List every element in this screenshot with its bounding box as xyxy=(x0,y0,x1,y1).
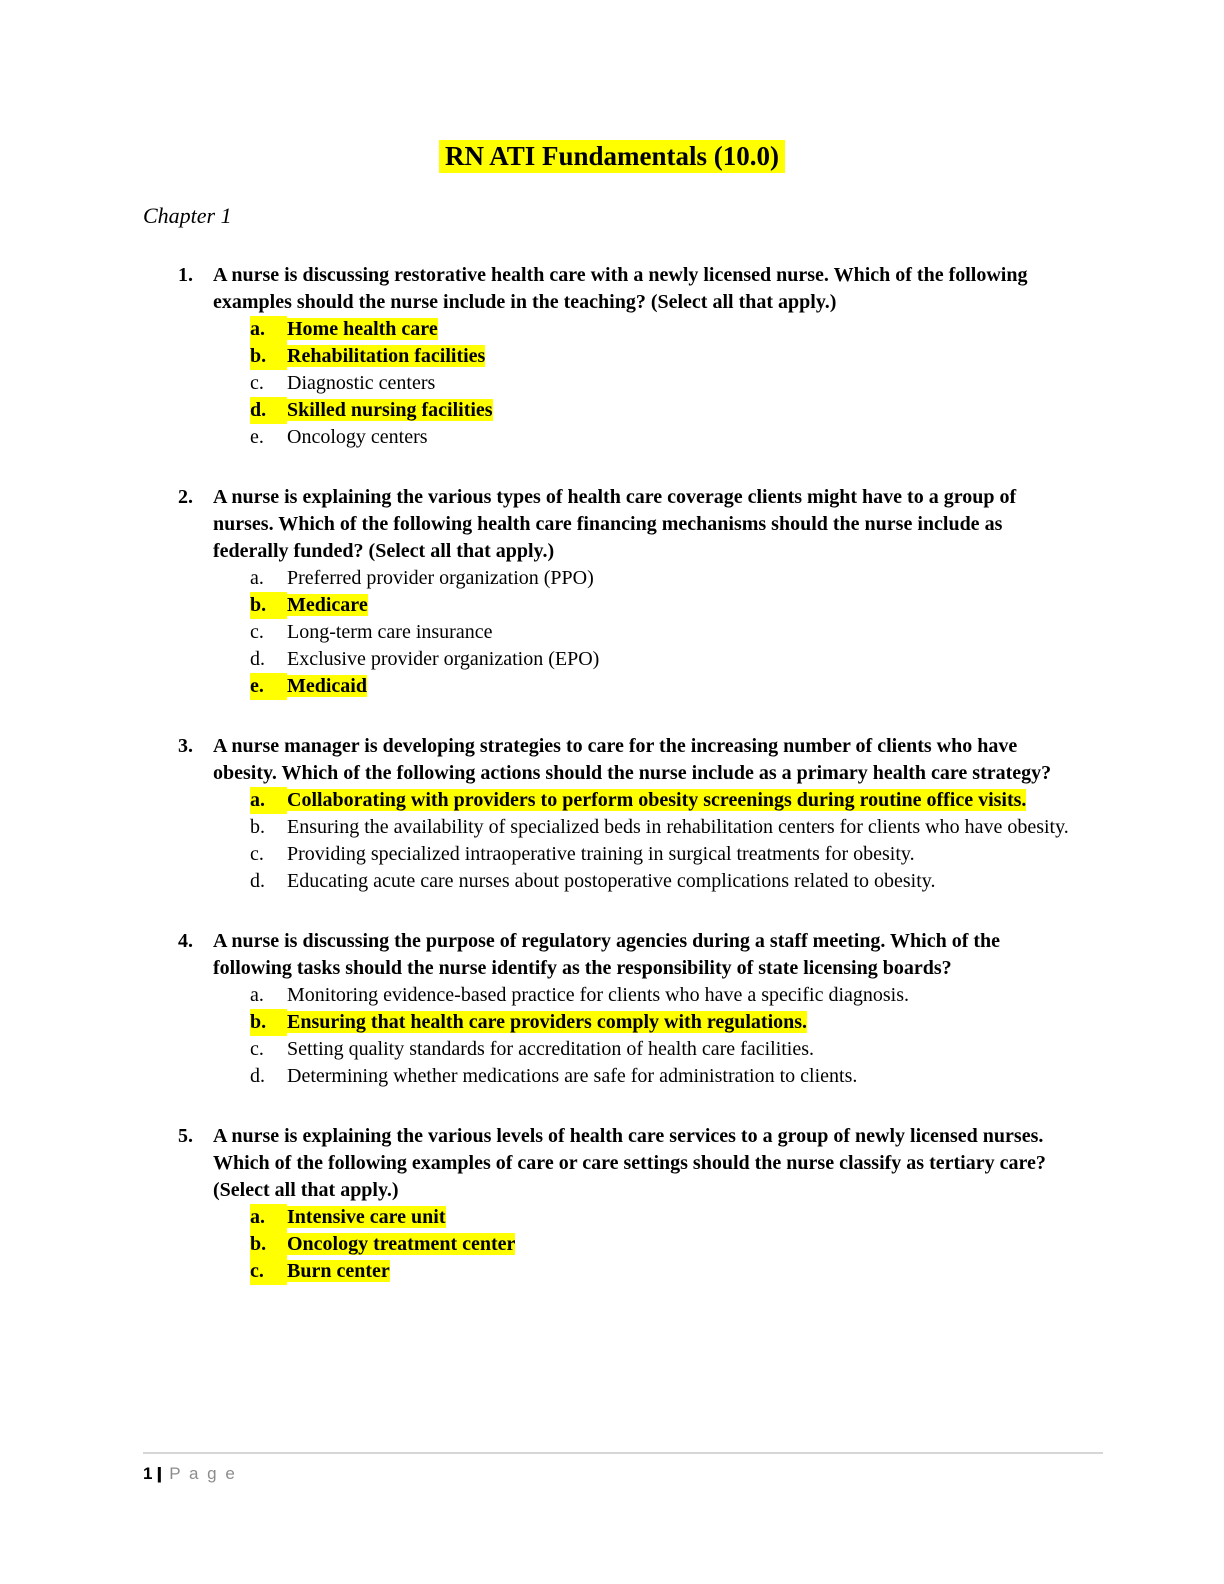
option-text-wrap xyxy=(287,1063,857,1090)
option-text-wrap xyxy=(287,619,492,646)
option-text: Ensuring the availability of specialized beds in rehabilitation centers for clients who have obesity. xyxy=(287,816,1069,838)
answer-option xyxy=(250,841,1224,868)
answer-option xyxy=(250,424,1224,451)
question xyxy=(0,928,1224,1090)
answer-option xyxy=(250,814,1224,841)
option-text-wrap xyxy=(287,841,915,868)
question-stem: A nurse is discussing restorative health care with a newly licensed nurse. Which of the following examples should the nurse include in the teaching? (Select all that apply.) xyxy=(213,264,1028,313)
option-letter: b. xyxy=(250,1009,287,1036)
option-text-wrap xyxy=(287,1258,390,1285)
option-text-wrap xyxy=(287,1204,446,1231)
option-text-wrap xyxy=(287,316,438,343)
title-block xyxy=(0,0,1224,173)
question-number: 2. xyxy=(178,486,193,508)
option-text: Providing specialized intraoperative training in surgical treatments for obesity. xyxy=(287,843,915,865)
options-list xyxy=(0,565,1224,700)
option-text: Rehabilitation facilities xyxy=(287,345,486,367)
option-text: Burn center xyxy=(287,1260,390,1282)
option-letter: d. xyxy=(250,648,265,670)
option-letter: a. xyxy=(250,984,264,1006)
option-text-wrap xyxy=(287,565,594,592)
footer-separator: | xyxy=(156,1464,164,1483)
answer-option xyxy=(250,868,1224,895)
footer-page-number: 1 xyxy=(143,1464,153,1483)
option-text: Preferred provider organization (PPO) xyxy=(287,567,594,589)
option-text: Long-term care insurance xyxy=(287,621,493,643)
question xyxy=(0,1123,1224,1285)
option-text-wrap xyxy=(287,592,368,619)
option-text-wrap xyxy=(287,787,1026,814)
questions xyxy=(0,262,1224,1285)
option-text-wrap xyxy=(287,1036,814,1063)
option-text: Medicare xyxy=(287,594,368,616)
answer-option xyxy=(250,1063,1224,1090)
option-text-wrap xyxy=(287,646,599,673)
answer-option xyxy=(250,1231,1224,1258)
option-text-wrap xyxy=(287,424,428,451)
answer-option xyxy=(250,787,1224,814)
option-letter: a. xyxy=(250,316,287,343)
option-text: Educating acute care nurses about postoperative complications related to obesity. xyxy=(287,870,936,892)
options-list xyxy=(0,1204,1224,1285)
answer-option xyxy=(250,1258,1224,1285)
option-text-wrap xyxy=(287,868,935,895)
option-letter: c. xyxy=(250,843,264,865)
answer-option xyxy=(250,316,1224,343)
footer-page-label: P a g e xyxy=(169,1464,237,1483)
option-text: Exclusive provider organization (EPO) xyxy=(287,648,600,670)
option-text: Setting quality standards for accreditation of health care facilities. xyxy=(287,1038,815,1060)
chapter-heading: Chapter 1 xyxy=(143,203,232,228)
answer-option xyxy=(250,673,1224,700)
document-title: RN ATI Fundamentals (10.0) xyxy=(439,140,785,173)
question-stem: A nurse is explaining the various levels of health care services to a group of newly licensed nurses. Which of the following examples of care or care settings should the nurse classify as tertiary care? (Select all that apply.) xyxy=(213,1125,1046,1201)
option-letter: b. xyxy=(250,592,287,619)
option-letter: c. xyxy=(250,1258,287,1285)
option-text: Ensuring that health care providers comply with regulations. xyxy=(287,1011,808,1033)
option-letter: d. xyxy=(250,397,287,424)
question xyxy=(0,262,1224,451)
question-stem-row xyxy=(178,928,1224,982)
option-text-wrap xyxy=(287,1009,807,1036)
option-letter: d. xyxy=(250,1065,265,1087)
option-text: Medicaid xyxy=(287,675,367,697)
question-stem: A nurse is explaining the various types of health care coverage clients might have to a group of nurses. Which of the following health care financing mechanisms should the nurse include as federally funded? (Select all that apply.) xyxy=(213,486,1017,562)
answer-option xyxy=(250,565,1224,592)
option-letter: e. xyxy=(250,426,264,448)
option-text: Intensive care unit xyxy=(287,1206,446,1228)
answer-option xyxy=(250,646,1224,673)
option-text: Oncology centers xyxy=(287,426,428,448)
option-letter: e. xyxy=(250,673,287,700)
option-letter: a. xyxy=(250,787,287,814)
options-list xyxy=(0,316,1224,451)
answer-option xyxy=(250,1036,1224,1063)
question-stem-row xyxy=(178,1123,1224,1204)
options-list xyxy=(0,787,1224,895)
question xyxy=(0,733,1224,895)
option-text-wrap xyxy=(287,397,493,424)
options-list xyxy=(0,982,1224,1090)
question xyxy=(0,484,1224,700)
option-text: Oncology treatment center xyxy=(287,1233,516,1255)
question-stem: A nurse manager is developing strategies to care for the increasing number of clients who have obesity. Which of the following actions should the nurse include as a primary health care strategy? xyxy=(213,735,1052,784)
option-text-wrap xyxy=(287,1231,515,1258)
option-letter: b. xyxy=(250,816,265,838)
option-letter: c. xyxy=(250,1038,264,1060)
question-number: 3. xyxy=(178,735,193,757)
option-text-wrap xyxy=(287,982,909,1009)
option-text-wrap xyxy=(287,343,485,370)
question-number: 5. xyxy=(178,1125,193,1147)
question-number: 1. xyxy=(178,264,193,286)
option-text-wrap xyxy=(287,673,367,700)
page-footer xyxy=(143,1452,1103,1484)
answer-option xyxy=(250,370,1224,397)
question-stem: A nurse is discussing the purpose of regulatory agencies during a staff meeting. Which of the following tasks should the nurse identify as the responsibility of state licensing boards? xyxy=(213,930,1001,979)
option-text: Skilled nursing facilities xyxy=(287,399,493,421)
answer-option xyxy=(250,397,1224,424)
option-text: Determining whether medications are safe for administration to clients. xyxy=(287,1065,858,1087)
option-letter: b. xyxy=(250,1231,287,1258)
option-text: Monitoring evidence-based practice for clients who have a specific diagnosis. xyxy=(287,984,910,1006)
option-letter: c. xyxy=(250,372,264,394)
option-text: Home health care xyxy=(287,318,438,340)
question-stem-row xyxy=(178,262,1224,316)
option-letter: c. xyxy=(250,621,264,643)
option-text-wrap xyxy=(287,814,1069,841)
answer-option xyxy=(250,619,1224,646)
option-letter: a. xyxy=(250,567,264,589)
answer-option xyxy=(250,1009,1224,1036)
answer-option xyxy=(250,343,1224,370)
option-text-wrap xyxy=(287,370,435,397)
question-stem-row xyxy=(178,484,1224,565)
option-letter: d. xyxy=(250,870,265,892)
answer-option xyxy=(250,982,1224,1009)
option-letter: a. xyxy=(250,1204,287,1231)
option-text: Collaborating with providers to perform obesity screenings during routine office visits. xyxy=(287,789,1027,811)
question-number: 4. xyxy=(178,930,193,952)
question-stem-row xyxy=(178,733,1224,787)
answer-option xyxy=(250,1204,1224,1231)
answer-option xyxy=(250,592,1224,619)
option-letter: b. xyxy=(250,343,287,370)
option-text: Diagnostic centers xyxy=(287,372,436,394)
